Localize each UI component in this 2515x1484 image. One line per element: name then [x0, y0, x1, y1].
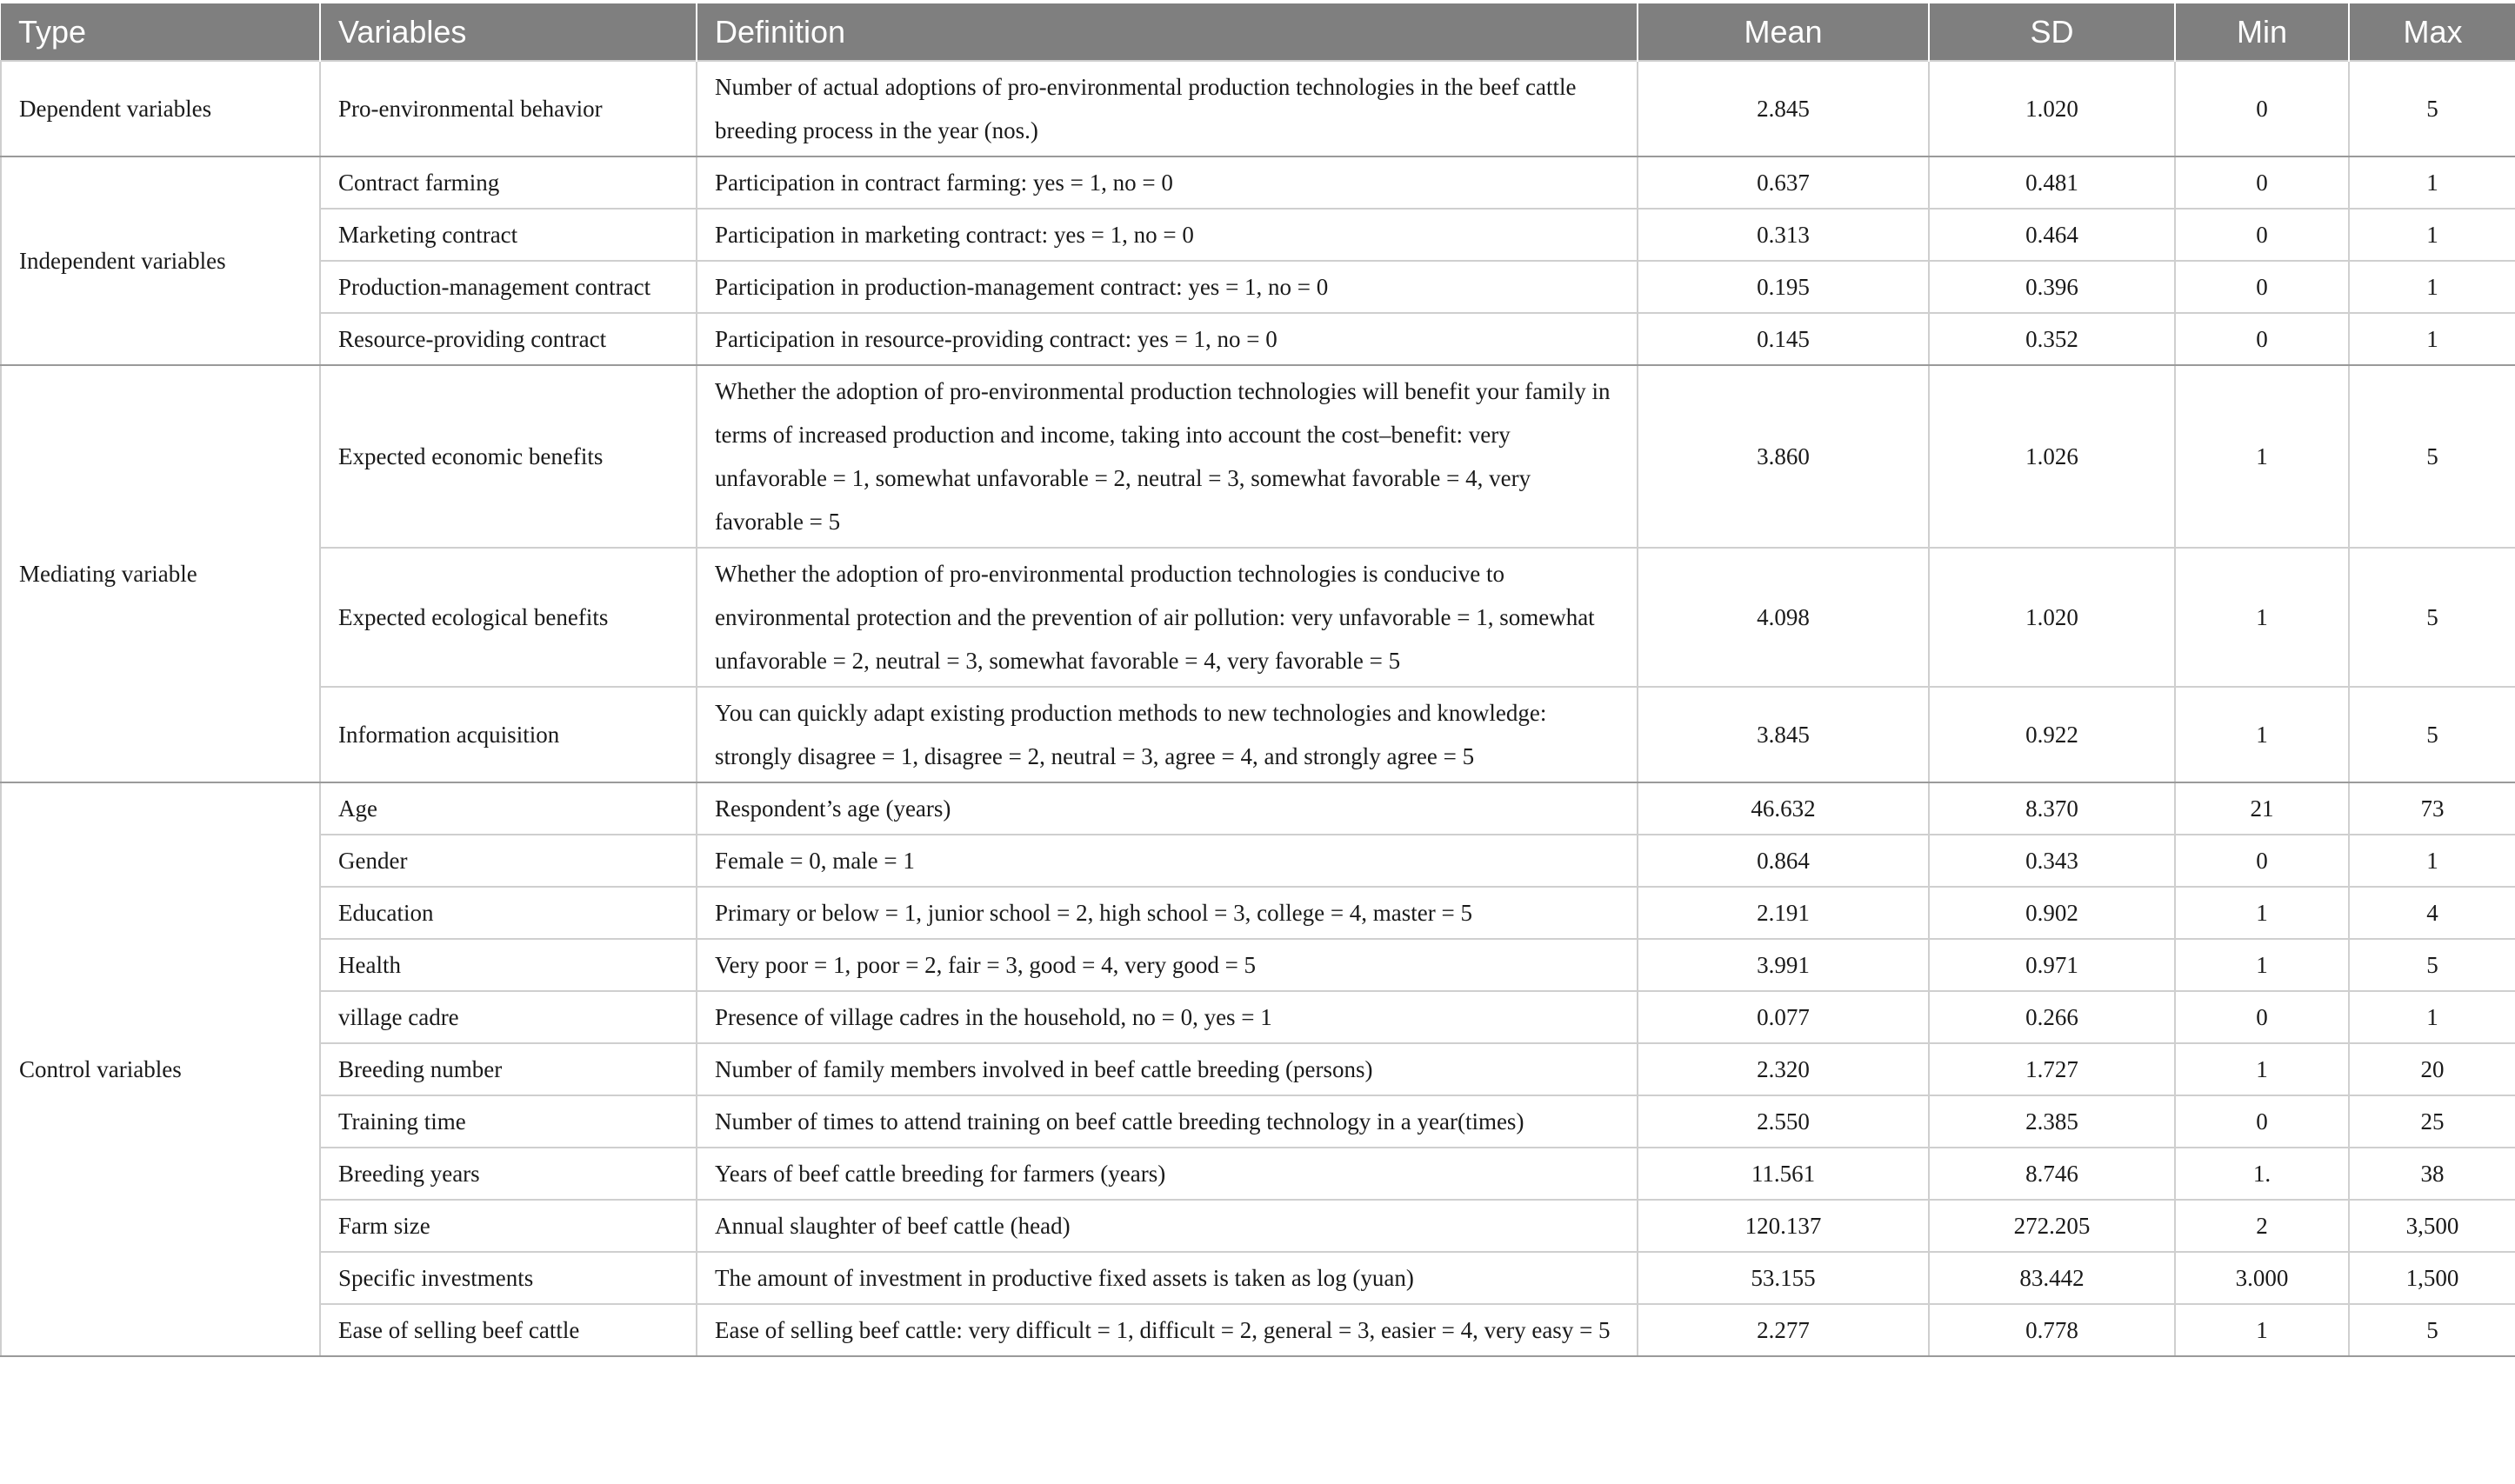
mean-cell: 53.155 — [1638, 1252, 1929, 1304]
table-row — [1, 1095, 2515, 1148]
min-cell: 1 — [2175, 1043, 2349, 1095]
max-cell: 1 — [2349, 991, 2515, 1043]
table-row — [1, 887, 2515, 939]
max-cell: 3,500 — [2349, 1200, 2515, 1252]
definition-cell: Number of family members involved in beef cattle breeding (persons) — [697, 1043, 1638, 1095]
definition-cell: The amount of investment in productive fixed assets is taken as log (yuan) — [697, 1252, 1638, 1304]
mean-cell: 2.550 — [1638, 1095, 1929, 1148]
variable-cell: Information acquisition — [320, 687, 697, 782]
variable-cell: Education — [320, 887, 697, 939]
min-cell: 21 — [2175, 782, 2349, 835]
table-row — [1, 687, 2515, 782]
min-cell: 0 — [2175, 991, 2349, 1043]
min-cell: 0 — [2175, 61, 2349, 156]
mean-cell: 0.077 — [1638, 991, 1929, 1043]
header-mean: Mean — [1638, 3, 1929, 61]
max-cell: 5 — [2349, 548, 2515, 687]
sd-cell: 0.971 — [1929, 939, 2175, 991]
mean-cell: 3.991 — [1638, 939, 1929, 991]
definition-cell: Very poor = 1, poor = 2, fair = 3, good = 4, very good = 5 — [697, 939, 1638, 991]
sd-cell: 0.266 — [1929, 991, 2175, 1043]
mean-cell: 2.277 — [1638, 1304, 1929, 1356]
mean-cell: 120.137 — [1638, 1200, 1929, 1252]
variable-cell: Training time — [320, 1095, 697, 1148]
mean-cell: 4.098 — [1638, 548, 1929, 687]
max-cell: 1,500 — [2349, 1252, 2515, 1304]
max-cell: 1 — [2349, 835, 2515, 887]
variable-cell: Expected economic benefits — [320, 365, 697, 548]
table-row — [1, 61, 2515, 156]
max-cell: 1 — [2349, 156, 2515, 209]
sd-cell: 272.205 — [1929, 1200, 2175, 1252]
mean-cell: 2.191 — [1638, 887, 1929, 939]
mean-cell: 0.637 — [1638, 156, 1929, 209]
table-row — [1, 1252, 2515, 1304]
definition-cell: Annual slaughter of beef cattle (head) — [697, 1200, 1638, 1252]
max-cell: 5 — [2349, 1304, 2515, 1356]
min-cell: 2 — [2175, 1200, 2349, 1252]
mean-cell: 0.864 — [1638, 835, 1929, 887]
mean-cell: 46.632 — [1638, 782, 1929, 835]
variable-cell: Expected ecological benefits — [320, 548, 697, 687]
table-body — [1, 61, 2515, 1356]
variable-cell: Gender — [320, 835, 697, 887]
sd-cell: 0.778 — [1929, 1304, 2175, 1356]
definition-cell: Whether the adoption of pro-environmental production technologies is conducive to environmental protection and the prevention of air pollution: very unfavorable = 1, somewhat unfavorable = 2, neutral = 3, somewhat favorable = 4, very favorable = 5 — [697, 548, 1638, 687]
variable-cell: village cadre — [320, 991, 697, 1043]
sd-cell: 0.343 — [1929, 835, 2175, 887]
definition-cell: Respondent’s age (years) — [697, 782, 1638, 835]
variable-cell: Farm size — [320, 1200, 697, 1252]
min-cell: 1 — [2175, 548, 2349, 687]
min-cell: 1 — [2175, 1304, 2349, 1356]
mean-cell: 11.561 — [1638, 1148, 1929, 1200]
sd-cell: 2.385 — [1929, 1095, 2175, 1148]
sd-cell: 0.481 — [1929, 156, 2175, 209]
min-cell: 0 — [2175, 835, 2349, 887]
sd-cell: 8.746 — [1929, 1148, 2175, 1200]
min-cell: 0 — [2175, 313, 2349, 365]
min-cell: 1 — [2175, 939, 2349, 991]
min-cell: 1 — [2175, 687, 2349, 782]
definition-cell: Participation in resource-providing contract: yes = 1, no = 0 — [697, 313, 1638, 365]
header-min: Min — [2175, 3, 2349, 61]
variable-cell: Breeding years — [320, 1148, 697, 1200]
min-cell: 0 — [2175, 261, 2349, 313]
table-row — [1, 313, 2515, 365]
variable-cell: Production-management contract — [320, 261, 697, 313]
header-definition: Definition — [697, 3, 1638, 61]
definition-cell: Female = 0, male = 1 — [697, 835, 1638, 887]
max-cell: 5 — [2349, 61, 2515, 156]
table-row — [1, 548, 2515, 687]
min-cell: 1 — [2175, 887, 2349, 939]
variable-cell: Resource-providing contract — [320, 313, 697, 365]
type-cell: Mediating variable — [1, 365, 320, 782]
header-type: Type — [1, 3, 320, 61]
definition-cell: Years of beef cattle breeding for farmers (years) — [697, 1148, 1638, 1200]
definition-cell: Whether the adoption of pro-environmental production technologies will benefit your family in terms of increased production and income, taking into account the cost–benefit: very unfavorable = 1, somewhat unfavorable = 2, neutral = 3, somewhat favorable = 4, very favorable = 5 — [697, 365, 1638, 548]
table-row — [1, 1043, 2515, 1095]
variable-cell: Age — [320, 782, 697, 835]
min-cell: 3.000 — [2175, 1252, 2349, 1304]
type-cell: Control variables — [1, 782, 320, 1356]
max-cell: 5 — [2349, 365, 2515, 548]
table-row — [1, 365, 2515, 548]
sd-cell: 0.922 — [1929, 687, 2175, 782]
sd-cell: 0.352 — [1929, 313, 2175, 365]
max-cell: 38 — [2349, 1148, 2515, 1200]
sd-cell: 8.370 — [1929, 782, 2175, 835]
variable-cell: Health — [320, 939, 697, 991]
table-row — [1, 1200, 2515, 1252]
definition-cell: Primary or below = 1, junior school = 2, high school = 3, college = 4, master = 5 — [697, 887, 1638, 939]
table-row — [1, 782, 2515, 835]
max-cell: 5 — [2349, 939, 2515, 991]
sd-cell: 83.442 — [1929, 1252, 2175, 1304]
variable-cell: Ease of selling beef cattle — [320, 1304, 697, 1356]
definition-cell: Ease of selling beef cattle: very difficult = 1, difficult = 2, general = 3, easier = 4, very easy = 5 — [697, 1304, 1638, 1356]
mean-cell: 0.145 — [1638, 313, 1929, 365]
min-cell: 0 — [2175, 1095, 2349, 1148]
summary-statistics-table — [0, 3, 2515, 1357]
max-cell: 20 — [2349, 1043, 2515, 1095]
table-row — [1, 939, 2515, 991]
mean-cell: 3.860 — [1638, 365, 1929, 548]
header-sd: SD — [1929, 3, 2175, 61]
definition-cell: Participation in production-management contract: yes = 1, no = 0 — [697, 261, 1638, 313]
mean-cell: 3.845 — [1638, 687, 1929, 782]
max-cell: 1 — [2349, 261, 2515, 313]
sd-cell: 0.396 — [1929, 261, 2175, 313]
sd-cell: 1.020 — [1929, 61, 2175, 156]
table-row — [1, 1304, 2515, 1356]
max-cell: 5 — [2349, 687, 2515, 782]
definition-cell: Presence of village cadres in the household, no = 0, yes = 1 — [697, 991, 1638, 1043]
definition-cell: You can quickly adapt existing production methods to new technologies and knowledge: strongly disagree = 1, disagree = 2, neutral = 3, agree = 4, and strongly agree = 5 — [697, 687, 1638, 782]
sd-cell: 1.727 — [1929, 1043, 2175, 1095]
max-cell: 1 — [2349, 313, 2515, 365]
table-row — [1, 261, 2515, 313]
table-row — [1, 1148, 2515, 1200]
min-cell: 1 — [2175, 365, 2349, 548]
table-row — [1, 991, 2515, 1043]
max-cell: 1 — [2349, 209, 2515, 261]
definition-cell: Number of times to attend training on beef cattle breeding technology in a year(times) — [697, 1095, 1638, 1148]
type-cell: Independent variables — [1, 156, 320, 365]
table-row — [1, 209, 2515, 261]
mean-cell: 2.845 — [1638, 61, 1929, 156]
variable-cell: Contract farming — [320, 156, 697, 209]
max-cell: 25 — [2349, 1095, 2515, 1148]
sd-cell: 1.026 — [1929, 365, 2175, 548]
definition-cell: Number of actual adoptions of pro-environmental production technologies in the beef cattle breeding process in the year (nos.) — [697, 61, 1638, 156]
min-cell: 1. — [2175, 1148, 2349, 1200]
header-variables: Variables — [320, 3, 697, 61]
mean-cell: 0.195 — [1638, 261, 1929, 313]
max-cell: 73 — [2349, 782, 2515, 835]
type-cell: Dependent variables — [1, 61, 320, 156]
sd-cell: 0.902 — [1929, 887, 2175, 939]
definition-cell: Participation in marketing contract: yes = 1, no = 0 — [697, 209, 1638, 261]
sd-cell: 0.464 — [1929, 209, 2175, 261]
header-row — [1, 3, 2515, 61]
variable-cell: Breeding number — [320, 1043, 697, 1095]
min-cell: 0 — [2175, 209, 2349, 261]
sd-cell: 1.020 — [1929, 548, 2175, 687]
mean-cell: 2.320 — [1638, 1043, 1929, 1095]
min-cell: 0 — [2175, 156, 2349, 209]
max-cell: 4 — [2349, 887, 2515, 939]
header-max: Max — [2349, 3, 2515, 61]
variable-cell: Marketing contract — [320, 209, 697, 261]
table-row — [1, 835, 2515, 887]
table-row — [1, 156, 2515, 209]
variable-cell: Specific investments — [320, 1252, 697, 1304]
definition-cell: Participation in contract farming: yes = 1, no = 0 — [697, 156, 1638, 209]
variable-cell: Pro-environmental behavior — [320, 61, 697, 156]
mean-cell: 0.313 — [1638, 209, 1929, 261]
